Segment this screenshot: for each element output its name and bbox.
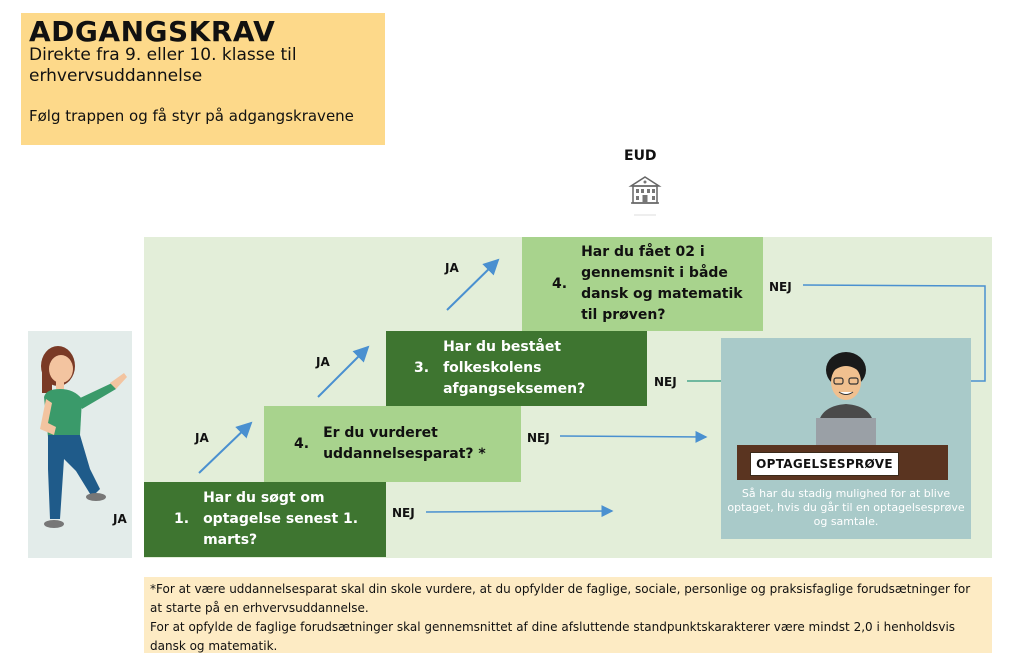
answer-no-2: NEJ [527, 431, 550, 445]
answer-yes-2: JA [316, 355, 330, 369]
optagelsesproeve-label: OPTAGELSESPRØVE [750, 452, 899, 476]
answer-no-4: NEJ [769, 280, 792, 294]
optagelsesproeve-description: Så har du stadig mulighed for at blive optaget, hvis du går til en optagelsesprøve og samtale. [727, 487, 965, 528]
step-4-number: 4. [552, 275, 568, 292]
step-2-number: 4. [294, 435, 310, 452]
page-note: Følg trappen og få styr på adgangskravene [29, 107, 354, 125]
answer-no-3: NEJ [654, 375, 677, 389]
arrow-yes-1 [199, 423, 251, 473]
arrow-yes-3 [447, 260, 498, 310]
footnote-box [144, 577, 992, 653]
footnote-line-1: *For at være uddannelsesparat skal din skole vurdere, at du opfylder de faglige, sociale, personlige og praksisfaglige forudsætninger for at starte på en erhvervsuddannelse. [150, 582, 971, 615]
step-1-text: Har du søgt om optagelse senest 1. marts? [203, 490, 359, 548]
man-at-laptop-illustration [806, 346, 886, 451]
eud-label: EUD [624, 148, 657, 164]
arrow-no-1 [426, 511, 612, 512]
step-3-number: 3. [414, 360, 430, 376]
step-3-text: Har du bestået folkeskolens afgangseksemen? [443, 339, 586, 397]
step-2-text: Er du vurderet uddannelsesparat? * [323, 425, 486, 462]
optagelsesproeve-panel [721, 338, 971, 539]
step-4-text: Har du fået 02 i gennemsnit i både dansk og matematik til prøven? [581, 244, 743, 323]
answer-no-1: NEJ [392, 506, 415, 520]
answer-yes-3: JA [445, 261, 459, 275]
page-subtitle: Direkte fra 9. eller 10. klasse til erhvervsuddannelse [29, 45, 297, 86]
answer-yes-1: JA [195, 431, 209, 445]
page-title: ADGANGSKRAV [29, 15, 276, 48]
answer-yes-start: JA [113, 512, 127, 526]
arrow-yes-2 [318, 347, 368, 397]
arrow-no-2 [560, 436, 706, 437]
footnote-line-2: For at opfylde de faglige forudsætninger skal gennemsnittet af dine afsluttende standpunktskarakterer være mindst 2,0 i henholdsvis dansk og matematik. [150, 620, 956, 653]
step-1-number: 1. [174, 511, 190, 527]
